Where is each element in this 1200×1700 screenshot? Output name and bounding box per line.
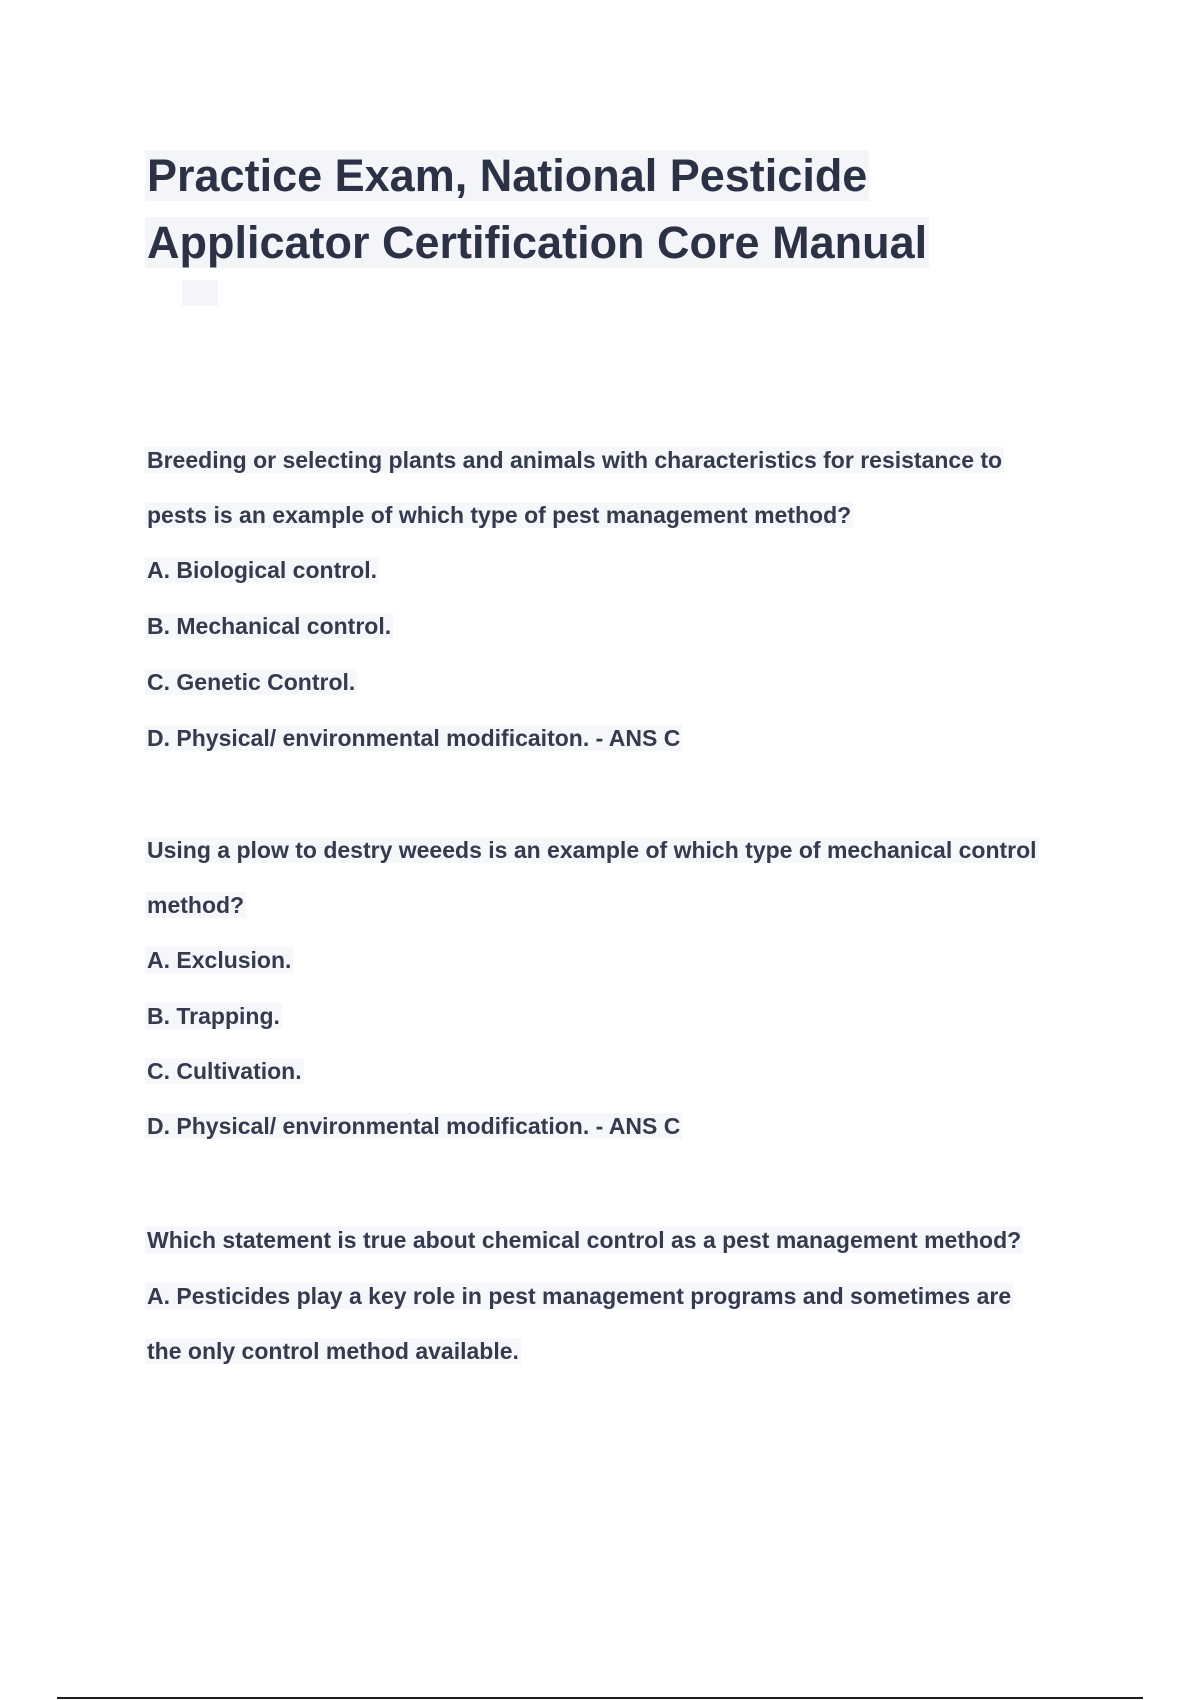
answer-option-with-answer: D. Physical/ environmental modification. - ANS C	[147, 1113, 681, 1139]
page-title	[145, 142, 1145, 276]
question-text-line: Breeding or selecting plants and animals with characteristics for resistance to	[147, 447, 1003, 473]
answer-option: C. Genetic Control.	[147, 669, 356, 695]
title-highlight-mark	[182, 280, 218, 306]
question-text-line: pests is an example of which type of pest management method?	[147, 502, 852, 528]
page-bottom-rule	[57, 1697, 1143, 1699]
answer-option: A. Exclusion.	[147, 947, 292, 973]
question-text-line: Which statement is true about chemical control as a pest management method?	[147, 1227, 1022, 1253]
answer-option: B. Mechanical control.	[147, 613, 392, 639]
answer-option-with-answer: D. Physical/ environmental modificaiton. - ANS C	[147, 725, 681, 751]
title-line-2: Applicator Certification Core Manual	[147, 217, 928, 268]
answer-option: A. Pesticides play a key role in pest management programs and sometimes are	[147, 1283, 1012, 1309]
question-text-line: method?	[147, 892, 245, 918]
answer-option: A. Biological control.	[147, 557, 378, 583]
question-text-line: Using a plow to destry weeeds is an example of which type of mechanical control	[147, 837, 1037, 863]
answer-option: B. Trapping.	[147, 1003, 280, 1029]
answer-option: C. Cultivation.	[147, 1058, 302, 1084]
title-line-1: Practice Exam, National Pesticide	[147, 150, 868, 201]
answer-option-continuation: the only control method available.	[147, 1338, 519, 1364]
